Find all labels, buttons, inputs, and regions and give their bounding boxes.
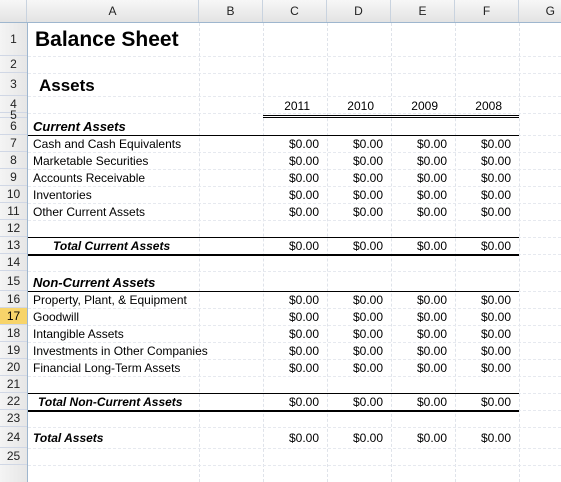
select-all-corner[interactable] (0, 0, 27, 22)
value-cell[interactable]: $0.00 (416, 137, 447, 151)
line-item-label[interactable]: Investments in Other Companies (33, 344, 208, 358)
row-header-11[interactable]: 11 (0, 203, 27, 220)
value-cell[interactable]: $0.00 (416, 171, 447, 185)
value-cell[interactable]: $0.00 (288, 310, 319, 324)
heading-current-assets: Current Assets (33, 119, 126, 134)
row-header-6[interactable]: 6 (0, 118, 27, 135)
value-cell[interactable]: $0.00 (288, 154, 319, 168)
value-cell[interactable]: $0.00 (352, 431, 383, 445)
column-header-c[interactable]: C (263, 0, 327, 22)
value-cell[interactable]: $0.00 (352, 205, 383, 219)
total-rule-top (28, 237, 519, 238)
value-cell[interactable]: $0.00 (480, 310, 511, 324)
value-cell[interactable]: $0.00 (480, 293, 511, 307)
line-item-label[interactable]: Accounts Receivable (33, 171, 146, 185)
value-cell[interactable]: $0.00 (288, 361, 319, 375)
column-header-d[interactable]: D (327, 0, 391, 22)
column-header-bar (0, 0, 561, 23)
year-2009: 2009 (411, 99, 438, 113)
value-cell[interactable]: $0.00 (480, 239, 511, 253)
column-header-g[interactable]: G (545, 4, 555, 18)
value-cell[interactable]: $0.00 (288, 431, 319, 445)
section-rule (28, 135, 519, 136)
value-cell[interactable]: $0.00 (352, 395, 383, 409)
total-current-assets-label: Total Current Assets (53, 239, 171, 253)
gridline (28, 186, 561, 187)
row-header-3[interactable]: 3 (0, 73, 27, 96)
value-cell[interactable]: $0.00 (480, 137, 511, 151)
row-header-9[interactable]: 9 (0, 169, 27, 186)
value-cell[interactable]: $0.00 (480, 395, 511, 409)
row-header-13[interactable]: 13 (0, 237, 27, 254)
value-cell[interactable]: $0.00 (416, 395, 447, 409)
row-header-1[interactable]: 1 (0, 23, 27, 56)
value-cell[interactable]: $0.00 (416, 154, 447, 168)
heading-non-current-assets: Non-Current Assets (33, 275, 156, 290)
gridline (28, 376, 561, 377)
value-cell[interactable]: $0.00 (288, 171, 319, 185)
value-cell[interactable]: $0.00 (288, 239, 319, 253)
total-rule-bottom (28, 254, 519, 256)
gridline (28, 465, 561, 466)
column-header-e[interactable]: E (391, 0, 455, 22)
value-cell[interactable]: $0.00 (416, 205, 447, 219)
gridline (28, 359, 561, 360)
year-underline (263, 115, 519, 118)
gridline (28, 325, 561, 326)
value-cell[interactable]: $0.00 (480, 344, 511, 358)
value-cell[interactable]: $0.00 (352, 327, 383, 341)
row-header-24[interactable]: 24 (0, 427, 27, 448)
gridline (28, 56, 561, 57)
row-header-4[interactable]: 4 (0, 96, 27, 113)
value-cell[interactable]: $0.00 (416, 239, 447, 253)
line-item-label[interactable]: Inventories (33, 188, 92, 202)
row-header-7[interactable]: 7 (0, 135, 27, 152)
gridline (28, 427, 561, 428)
line-item-label[interactable]: Property, Plant, & Equipment (33, 293, 187, 307)
value-cell[interactable]: $0.00 (288, 137, 319, 151)
row-header-25[interactable]: 25 (0, 448, 27, 465)
row-header-17[interactable]: 17 (0, 308, 27, 325)
row-header-22[interactable]: 22 (0, 393, 27, 410)
gridline (28, 342, 561, 343)
row-header-16[interactable]: 16 (0, 291, 27, 308)
value-cell[interactable]: $0.00 (480, 154, 511, 168)
gridline (28, 203, 561, 204)
year-2008: 2008 (475, 99, 502, 113)
value-cell[interactable]: $0.00 (416, 188, 447, 202)
value-cell[interactable]: $0.00 (480, 327, 511, 341)
value-cell[interactable]: $0.00 (416, 344, 447, 358)
column-header-a[interactable]: A (27, 0, 199, 22)
row-header-5[interactable]: 5 (0, 113, 27, 118)
row-header-20[interactable]: 20 (0, 359, 27, 376)
gridline (199, 23, 200, 482)
gridline (28, 271, 561, 272)
value-cell[interactable]: $0.00 (288, 344, 319, 358)
value-cell[interactable]: $0.00 (352, 188, 383, 202)
value-cell[interactable]: $0.00 (352, 171, 383, 185)
sheet-title: Balance Sheet (35, 28, 179, 51)
year-2011: 2011 (284, 99, 310, 113)
line-item-label[interactable]: Goodwill (33, 310, 80, 324)
value-cell[interactable]: $0.00 (416, 327, 447, 341)
gridline (28, 169, 561, 170)
gridline (28, 113, 561, 114)
value-cell[interactable]: $0.00 (352, 344, 383, 358)
line-item-label[interactable]: Financial Long-Term Assets (33, 361, 181, 375)
gridline (28, 152, 561, 153)
gridline (28, 96, 561, 97)
value-cell[interactable]: $0.00 (288, 327, 319, 341)
total-non-current-assets-label: Total Non-Current Assets (38, 395, 183, 409)
gridline (28, 448, 561, 449)
section-rule (28, 291, 519, 292)
row-header-21[interactable]: 21 (0, 376, 27, 393)
value-cell[interactable]: $0.00 (416, 293, 447, 307)
value-cell[interactable]: $0.00 (480, 171, 511, 185)
value-cell[interactable]: $0.00 (480, 205, 511, 219)
value-cell[interactable]: $0.00 (288, 395, 319, 409)
value-cell[interactable]: $0.00 (288, 188, 319, 202)
row-header-8[interactable]: 8 (0, 152, 27, 169)
row-header-18[interactable]: 18 (0, 325, 27, 342)
year-2010: 2010 (347, 99, 374, 113)
row-header-10[interactable]: 10 (0, 186, 27, 203)
line-item-label[interactable]: Other Current Assets (33, 205, 146, 219)
value-cell[interactable]: $0.00 (352, 361, 383, 375)
value-cell[interactable]: $0.00 (480, 188, 511, 202)
total-assets-label: Total Assets (33, 431, 104, 445)
value-cell[interactable]: $0.00 (352, 293, 383, 307)
value-cell[interactable]: $0.00 (288, 293, 319, 307)
column-header-b[interactable]: B (199, 0, 263, 22)
row-header-14[interactable]: 14 (0, 254, 27, 271)
value-cell[interactable]: $0.00 (352, 239, 383, 253)
row-header-2[interactable]: 2 (0, 56, 27, 73)
line-item-label[interactable]: Cash and Cash Equivalents (33, 137, 182, 151)
row-header-12[interactable]: 12 (0, 220, 27, 237)
gridline (28, 308, 561, 309)
row-header-19[interactable]: 19 (0, 342, 27, 359)
section-title-assets: Assets (39, 76, 95, 95)
value-cell[interactable]: $0.00 (416, 431, 447, 445)
value-cell[interactable]: $0.00 (352, 154, 383, 168)
value-cell[interactable]: $0.00 (480, 431, 511, 445)
column-header-f[interactable]: F (455, 0, 519, 22)
value-cell[interactable]: $0.00 (352, 137, 383, 151)
value-cell[interactable]: $0.00 (288, 205, 319, 219)
gridline (28, 220, 561, 221)
row-header-23[interactable]: 23 (0, 410, 27, 427)
total-rule-top (28, 393, 519, 394)
value-cell[interactable]: $0.00 (480, 361, 511, 375)
gridline (28, 73, 561, 74)
gridline (519, 23, 520, 482)
value-cell[interactable]: $0.00 (416, 310, 447, 324)
total-rule-bottom (28, 410, 519, 412)
line-item-label[interactable]: Marketable Securities (33, 154, 149, 168)
value-cell[interactable]: $0.00 (352, 310, 383, 324)
value-cell[interactable]: $0.00 (416, 361, 447, 375)
line-item-label[interactable]: Intangible Assets (33, 327, 124, 341)
row-header-15[interactable]: 15 (0, 271, 27, 291)
